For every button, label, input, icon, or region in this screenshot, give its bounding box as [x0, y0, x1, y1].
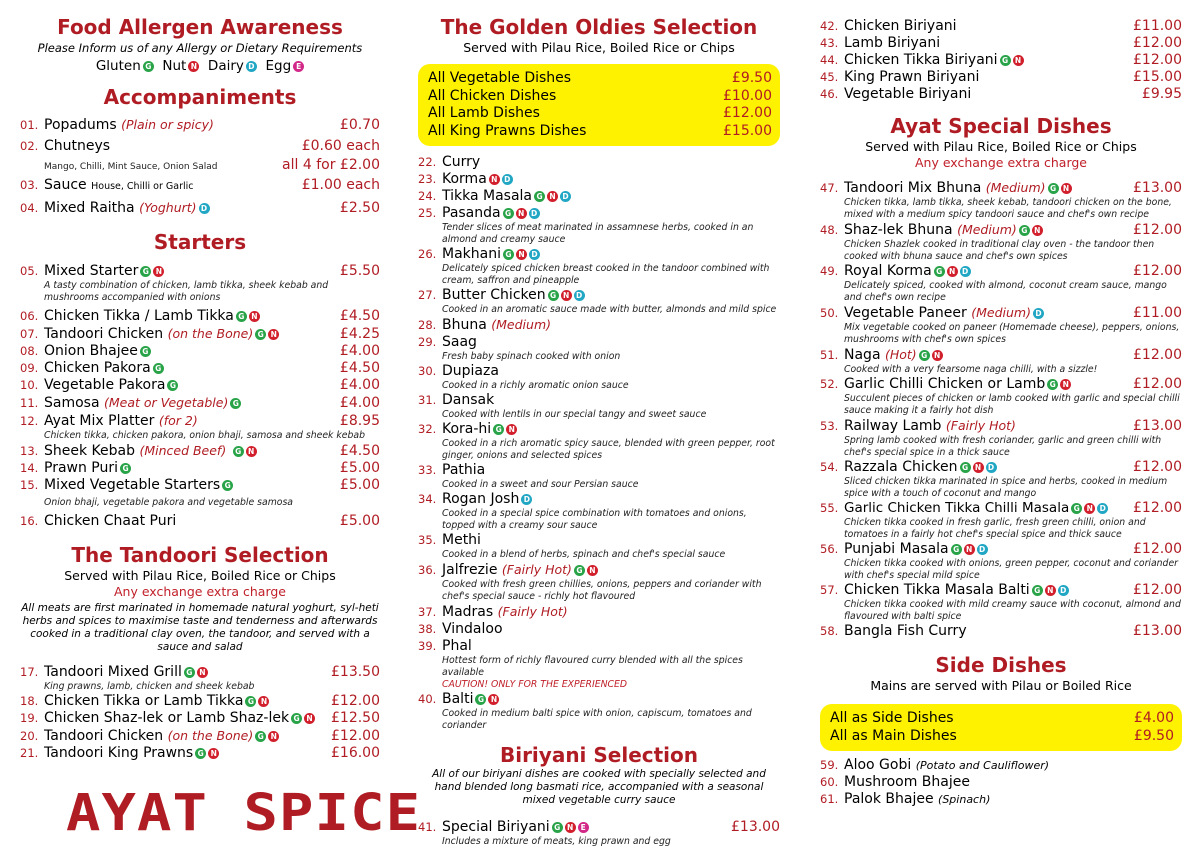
menu-item: 05. Mixed Starter G N £5.50 [20, 263, 380, 279]
gluten-badge-icon: G [534, 191, 545, 202]
menu-item: 33. Pathia [418, 462, 486, 478]
menu-item: 28. Bhuna (Medium) [418, 317, 552, 333]
legend-gluten: Gluten G [96, 58, 154, 74]
menu-item: 42. Chicken Biriyani £11.00 [820, 18, 1182, 34]
biriyani-title: Biriyani Selection [499, 743, 699, 767]
gluten-badge-icon: G [493, 424, 504, 435]
menu-item: 27. Butter Chicken G N D [418, 287, 780, 304]
menu-item: 61. Palok Bhajee (Spinach) [820, 791, 991, 807]
menu-item: 39. Phal [418, 638, 472, 654]
price-row: All as Side Dishes £4.00 [830, 710, 1174, 726]
menu-item: 37. Madras (Fairly Hot) [418, 604, 568, 620]
gluten-badge-icon: G [230, 398, 241, 409]
column-right [820, 18, 1182, 808]
gluten-badge-icon: G [1000, 55, 1011, 66]
nut-badge-icon: N [1013, 55, 1024, 66]
gluten-badge-icon: G [236, 311, 247, 322]
nut-badge-icon: N [506, 424, 517, 435]
dairy-badge-icon: D [986, 462, 997, 473]
nut-badge-icon: N [547, 191, 558, 202]
nut-badge-icon: N [587, 565, 598, 576]
menu-item: 32. Kora-hi G N [418, 421, 780, 438]
nut-badge-icon: N [268, 329, 279, 340]
dairy-badge-icon: D [560, 191, 571, 202]
menu-item: 59. Aloo Gobi (Potato and Cauliflower) [820, 757, 1050, 773]
menu-item: 21. Tandoori King Prawns G N £16.00 [20, 745, 380, 761]
menu-item: 50. Vegetable Paneer (Medium) D £11.00 [820, 305, 1182, 321]
dairy-badge-icon: D [502, 174, 513, 185]
menu-item: 25. Pasanda G N D [418, 205, 780, 222]
menu-item: 29. Saag [418, 334, 477, 350]
menu-item: 03. Sauce House, Chilli or Garlic £1.00 each [20, 177, 380, 193]
special-title: Ayat Special Dishes [890, 114, 1112, 138]
dairy-badge-icon: D [960, 266, 971, 277]
menu-item: 10. Vegetable Pakora G £4.00 [20, 377, 380, 393]
menu-item: 04. Mixed Raitha (Yoghurt) D £2.50 [20, 200, 380, 216]
golden-title: The Golden Oldies Selection [440, 15, 758, 39]
menu-item: 45. King Prawn Biriyani £15.00 [820, 69, 1182, 85]
allergen-subtitle: Please Inform us of any Allergy or Dietary Requirements [37, 41, 363, 55]
gluten-badge-icon: G [1047, 379, 1058, 390]
special-list: 47. Tandoori Mix Bhuna (Medium) G N £13.00 Chicken tikka, lamb tikka, sheek kebab, tandoori chicken on the bone, mixed with a medium spicy tandoori sauce and chef's own recipe 48. Shaz-lek Bhuna (Medium) G N £12.00 Chicken Shazlek cooked in traditional clay oven - the tandoor then cooked with bhuna sauce and chef's own spices 49. Royal Korma G N D £12.00 Delicately spiced, cooked with almond, coconut cream sauce, mango and chef's own recipe 50. Vegetable Paneer (Medium) D £11.00 Mix vegetable cooked on paneer (Homemade cheese), peppers, onions, mushrooms with chef's own spices 51. Naga (Hot) G N £12.00 Cooked with a very fearsome naga chilli, with a sizzle! 52. Garlic Chilli Chicken or Lamb G N £12.00 Succulent pieces of chicken or lamb cooked with garlic and special chilli sauce making it a fairly hot dish 53. Railway Lamb (Fairly Hot) £13.00 Spring lamb cooked with fresh coriander, garlic and green chilli with chef's special spice in a thick sauce 54. Razzala Chicken G N D £12.00 Sliced chicken tikka marinated in spice and herbs, cooked in medium spice with a touch of coconut and mango 55. Garlic Chicken Tikka Chilli Masala G N D £12.00 Chicken tikka cooked in fresh garlic, fresh green chilli, onion and tomatoes in a fairly hot chef's special spice and thick sauce 56. Punjabi Masala G N D £12.00 Chicken tikka cooked with onions, green pepper, coconut and coriander with chef's special mild spice 57. Chicken Tikka Masala Balti G N D £12.00 Chicken tikka cooked with mild creamy sauce with coconut, almond and flavoured with balti spice 58. Bangla Fish Curry £13.00 [820, 180, 1182, 639]
tandoori-list: 17. Tandoori Mixed Grill G N £13.50 King prawns, lamb, chicken and sheek kebab 18. Chicken Tikka or Lamb Tikka G N £12.00 19. Chicken Shaz-lek or Lamb Shaz-lek G N £12.50 20. Tandoori Chicken (on the Bone) G N £12.00 21. Tandoori King Prawns G N £16.00 [20, 664, 380, 761]
gluten-badge-icon: G [503, 249, 514, 260]
dairy-badge-icon: D [1097, 503, 1108, 514]
gluten-badge-icon: G [140, 346, 151, 357]
dairy-badge-icon: D [1033, 308, 1044, 319]
column-middle: The Golden Oldies Selection Served with Pilau Rice, Boiled Rice or Chips All Vegetable Dishes £9.50 All Chicken Dishes £10.00 All Lamb Dishes £12.00 All King Prawns Dishes £15.00 22. Curry 23. Korma N D 24. Tikka Masala G N D 25. Pasanda G N D Tender slices of meat marinated in assamnese herbs, cooked in an almond and creamy sauce 26. Makhani G N D Delicately spiced chicken breast cooked in the tandoor combined with cream, saffron and pineapple 27. Butter Chicken G N D Cooked in an aromatic sauce made with butter, almonds and mild spice 28. Bhuna (Medium) 29. Saag Fresh baby spinach cooked with onion 30. Dupiaza Cooked in a richly aromatic onion sauce 31. Dansak Cooked with lentils in our special tangy and sweet sauce 32. Kora-hi G N Cooked in a rich aromatic spicy sauce, blended with green pepper, root ginger, onions and selected spices 33. Pathia Cooked in a sweet and sour Persian sauce 34. Rogan Josh D Cooked in a special spice combination with tomatoes and onions, topped with a creamy sour sauce 35. Methi Cooked in a blend of herbs, spinach and chef's special sauce 36. Jalfrezie (Fairly Hot) G N Cooked with fresh green chillies, onions, peppers and coriander with chef's special sauce - richly hot flavoured 37. Madras (Fairly Hot) 38. Vindaloo 39. Phal Hottest form of richly flavoured curry blended with all the spices available CAUTION! ONLY FOR THE EXPERIENCED 40. Balti G N Cooked in medium balti spice with onion, capiscum, tomatoes and coriander Biriyani Selection All of our biriyani dishes are cooked with specially selected and hand blended long basmati rice, accompanied with a seasonal mixed vegetable curry sauce 41. Special Biriyani G N E £13.00 Includes a mixture of meats, king prawn and egg [418, 15, 780, 847]
nut-badge-icon: N [1060, 379, 1071, 390]
gluten-badge-icon: G [255, 329, 266, 340]
allergen-title: Food Allergen Awareness [57, 15, 343, 39]
legend-nut: Nut N [162, 58, 199, 74]
menu-item: 44. Chicken Tikka Biriyani G N £12.00 [820, 52, 1182, 68]
nut-badge-icon: N [1045, 585, 1056, 596]
nut-badge-icon: N [516, 208, 527, 219]
gluten-badge-icon: G [140, 266, 151, 277]
price-row: All Lamb Dishes £12.00 [428, 105, 772, 121]
ayat-spice-logo: AYAT SPICE [66, 784, 422, 843]
menu-item: 06. Chicken Tikka / Lamb Tikka G N £4.50 [20, 308, 380, 324]
gluten-badge-icon: G [934, 266, 945, 277]
gluten-badge-icon: G [291, 713, 302, 724]
menu-item: 07. Tandoori Chicken (on the Bone) G N £4.25 [20, 326, 380, 342]
menu-item: 19. Chicken Shaz-lek or Lamb Shaz-lek G N £12.50 [20, 710, 380, 726]
special-extra-charge: Any exchange extra charge [914, 155, 1087, 170]
gluten-badge-icon: G [548, 290, 559, 301]
menu-item: 02. Chutneys £0.60 each [20, 138, 380, 154]
legend-egg: Egg E [265, 58, 304, 74]
dairy-badge-icon: D [529, 208, 540, 219]
menu-item: 52. Garlic Chilli Chicken or Lamb G N £12.00 [820, 376, 1182, 392]
egg-badge-icon: E [293, 61, 304, 72]
menu-item: 60. Mushroom Bhajee [820, 774, 970, 790]
menu-item: 35. Methi [418, 532, 481, 548]
golden-price-box [418, 64, 780, 146]
menu-item: 53. Railway Lamb (Fairly Hot) £13.00 [820, 418, 1182, 434]
gluten-badge-icon: G [503, 208, 514, 219]
side-subtitle: Mains are served with Pilau or Boiled Rice [870, 678, 1132, 693]
menu-item: 49. Royal Korma G N D £12.00 [820, 263, 1182, 279]
menu-item: 36. Jalfrezie (Fairly Hot) G N [418, 561, 780, 579]
tandoori-extra-charge: Any exchange extra charge [113, 584, 286, 599]
gluten-badge-icon: G [167, 380, 178, 391]
menu-item: 34. Rogan Josh D [418, 491, 780, 508]
price-row: All Vegetable Dishes £9.50 [428, 70, 772, 86]
dairy-badge-icon: D [977, 544, 988, 555]
accompaniments-title: Accompaniments [103, 85, 297, 109]
gluten-badge-icon: G [184, 667, 195, 678]
menu-item: 08. Onion Bhajee G £4.00 [20, 343, 380, 359]
menu-item: 56. Punjabi Masala G N D £12.00 [820, 541, 1182, 557]
dairy-badge-icon: D [574, 290, 585, 301]
nut-badge-icon: N [153, 266, 164, 277]
gluten-badge-icon: G [552, 822, 563, 833]
tandoori-title: The Tandoori Selection [71, 543, 329, 567]
gluten-badge-icon: G [919, 350, 930, 361]
tandoori-note: All meats are first marinated in homemade natural yoghurt, syl-heti herbs and spices to maximise taste and tenderness and afterwards cooked in a traditional clay oven, the tandoor, and served with a sauce and salad [21, 602, 379, 653]
menu-item: 13. Sheek Kebab (Minced Beef) G N £4.50 [20, 443, 380, 459]
nut-badge-icon: N [488, 694, 499, 705]
nut-badge-icon: N [973, 462, 984, 473]
menu-item: 26. Makhani G N D [418, 246, 780, 263]
menu-item: 51. Naga (Hot) G N £12.00 [820, 347, 1182, 363]
nut-badge-icon: N [516, 249, 527, 260]
gluten-badge-icon: G [960, 462, 971, 473]
menu-item: 14. Prawn Puri G £5.00 [20, 460, 380, 476]
nut-badge-icon: N [932, 350, 943, 361]
legend-dairy: Dairy D [208, 58, 257, 74]
menu-item: 40. Balti G N [418, 691, 780, 708]
gluten-badge-icon: G [245, 696, 256, 707]
menu-item: 12. Ayat Mix Platter (for 2) £8.95 [20, 413, 380, 429]
nut-badge-icon: N [197, 667, 208, 678]
dairy-badge-icon: D [521, 494, 532, 505]
menu-item: 17. Tandoori Mixed Grill G N £13.50 [20, 664, 380, 680]
accompaniments-list: 01. Popadums (Plain or spicy) £0.70 02. Chutneys £0.60 each Mango, Chilli, Mint Sauce, Onion Salad all 4 for £2.00 03. Sauce House, Chilli or Garlic £1.00 each 04. Mixed Raitha (Yoghurt) D £2.50 [20, 117, 380, 216]
dairy-badge-icon: D [1058, 585, 1069, 596]
menu-item: 30. Dupiaza [418, 363, 499, 379]
menu-item: 20. Tandoori Chicken (on the Bone) G N £12.00 [20, 728, 380, 744]
biriyani-list-continued [820, 18, 1182, 103]
menu-item: 41. Special Biriyani G N E £13.00 [418, 819, 780, 835]
nut-badge-icon: N [208, 748, 219, 759]
gluten-badge-icon: G [143, 61, 154, 72]
golden-subtitle: Served with Pilau Rice, Boiled Rice or Chips [463, 40, 735, 55]
nut-badge-icon: N [1032, 225, 1043, 236]
gluten-badge-icon: G [574, 565, 585, 576]
nut-badge-icon: N [565, 822, 576, 833]
gluten-badge-icon: G [222, 480, 233, 491]
nut-badge-icon: N [246, 446, 257, 457]
special-subtitle: Served with Pilau Rice, Boiled Rice or Chips [865, 139, 1137, 154]
nut-badge-icon: N [947, 266, 958, 277]
egg-badge-icon: E [578, 822, 589, 833]
menu-item: 01. Popadums (Plain or spicy) £0.70 [20, 117, 380, 133]
price-row: All as Main Dishes £9.50 [830, 727, 1174, 744]
menu-item: 24. Tikka Masala G N D [418, 188, 780, 205]
menu-item: 18. Chicken Tikka or Lamb Tikka G N £12.00 [20, 693, 380, 709]
menu-item: 54. Razzala Chicken G N D £12.00 [820, 459, 1182, 475]
starters-title: Starters [153, 230, 247, 254]
gluten-badge-icon: G [120, 463, 131, 474]
menu-item: 09. Chicken Pakora G £4.50 [20, 360, 380, 376]
nut-badge-icon: N [489, 174, 500, 185]
gluten-badge-icon: G [1071, 503, 1082, 514]
menu-item: 38. Vindaloo [418, 621, 503, 637]
nut-badge-icon: N [964, 544, 975, 555]
nut-badge-icon: N [268, 731, 279, 742]
biriyani-note: All of our biriyani dishes are cooked with specially selected and hand blended long basmati rice, accompanied with a seasonal mixed vegetable curry sauce [432, 768, 766, 806]
menu-item: 43. Lamb Biriyani £12.00 [820, 35, 1182, 51]
menu-item: 58. Bangla Fish Curry £13.00 [820, 623, 1182, 639]
nut-badge-icon: N [561, 290, 572, 301]
dairy-badge-icon: D [199, 203, 210, 214]
side-price-box [820, 704, 1182, 751]
starters-list: 05. Mixed Starter G N £5.50 A tasty combination of chicken, lamb tikka, sheek kebab and mushrooms accompanied with onions 06. Chicken Tikka / Lamb Tikka G N £4.50 07. Tandoori Chicken (on the Bone) G N £4.25 08. Onion Bhajee G £4.00 09. Chicken Pakora G £4.50 10. Vegetable Pakora G £4.00 11. Samosa (Meat or Vegetable) G £4.00 12. Ayat Mix Platter (for 2) £8.95 Chicken tikka, chicken pakora, onion bhaji, samosa and sheek kebab 13. Sheek Kebab (Minced Beef) G N £4.50 14. Prawn Puri G £5.00 15. Mixed Vegetable Starters G £5.00 Onion bhaji, vegetable pakora and vegetable samosa 16. Chicken Chaat Puri £5.00 [20, 263, 380, 529]
nut-badge-icon: N [304, 713, 315, 724]
menu-item: 46. Vegetable Biriyani £9.95 [820, 86, 1182, 102]
menu-item: 55. Garlic Chicken Tikka Chilli Masala G N D £12.00 [820, 500, 1182, 516]
side-title: Side Dishes [935, 653, 1067, 677]
menu-item: 11. Samosa (Meat or Vegetable) G £4.00 [20, 395, 380, 411]
nut-badge-icon: N [1061, 183, 1072, 194]
menu-item: 48. Shaz-lek Bhuna (Medium) G N £12.00 [820, 222, 1182, 238]
gluten-badge-icon: G [951, 544, 962, 555]
gluten-badge-icon: G [255, 731, 266, 742]
gluten-badge-icon: G [153, 363, 164, 374]
menu-item: 23. Korma N D [418, 171, 780, 188]
caution-text: CAUTION! ONLY FOR THE EXPERIENCED [442, 679, 628, 690]
nut-badge-icon: N [258, 696, 269, 707]
gluten-badge-icon: G [1019, 225, 1030, 236]
gluten-badge-icon: G [195, 748, 206, 759]
nut-badge-icon: N [249, 311, 260, 322]
dairy-badge-icon: D [529, 249, 540, 260]
menu-item: 22. Curry [418, 154, 481, 170]
gluten-badge-icon: G [475, 694, 486, 705]
dairy-badge-icon: D [246, 61, 257, 72]
menu-item: 47. Tandoori Mix Bhuna (Medium) G N £13.00 [820, 180, 1182, 196]
nut-badge-icon: N [1084, 503, 1095, 514]
column-left [20, 14, 380, 762]
golden-list: 22. Curry 23. Korma N D 24. Tikka Masala G N D 25. Pasanda G N D Tender slices of meat marinated in assamnese herbs, cooked in an almond and creamy sauce 26. Makhani G N D Delicately spiced chicken breast cooked in the tandoor combined with cream, saffron and pineapple 27. Butter Chicken G N D Cooked in an aromatic sauce made with butter, almonds and mild spice 28. Bhuna (Medium) 29. Saag Fresh baby spinach cooked with onion 30. Dupiaza Cooked in a richly aromatic onion sauce 31. Dansak Cooked with lentils in our special tangy and sweet sauce 32. Kora-hi G N Cooked in a rich aromatic spicy sauce, blended with green pepper, root ginger, onions and selected spices 33. Pathia Cooked in a sweet and sour Persian sauce 34. Rogan Josh D Cooked in a special spice combination with tomatoes and onions, topped with a creamy sour sauce 35. Methi Cooked in a blend of herbs, spinach and chef's special sauce 36. Jalfrezie (Fairly Hot) G N Cooked with fresh green chillies, onions, peppers and coriander with chef's special sauce - richly hot flavoured 37. Madras (Fairly Hot) 38. Vindaloo 39. Phal Hottest form of richly flavoured curry blended with all the spices available CAUTION! ONLY FOR THE EXPERIENCED 40. Balti G N Cooked in medium balti spice with onion, capiscum, tomatoes and coriander [418, 154, 780, 732]
menu-item: 31. Dansak [418, 392, 495, 408]
gluten-badge-icon: G [233, 446, 244, 457]
allergen-legend [20, 56, 380, 76]
nut-badge-icon: N [188, 61, 199, 72]
tandoori-subtitle: Served with Pilau Rice, Boiled Rice or Chips [64, 568, 336, 583]
menu-item: 15. Mixed Vegetable Starters G £5.00 [20, 477, 380, 493]
price-row: All King Prawns Dishes £15.00 [428, 122, 772, 139]
menu-item: 16. Chicken Chaat Puri £5.00 [20, 513, 380, 529]
side-list [820, 757, 1182, 808]
gluten-badge-icon: G [1048, 183, 1059, 194]
price-row: All Chicken Dishes £10.00 [428, 87, 772, 104]
menu-item: 57. Chicken Tikka Masala Balti G N D £12.00 [820, 582, 1182, 598]
gluten-badge-icon: G [1032, 585, 1043, 596]
